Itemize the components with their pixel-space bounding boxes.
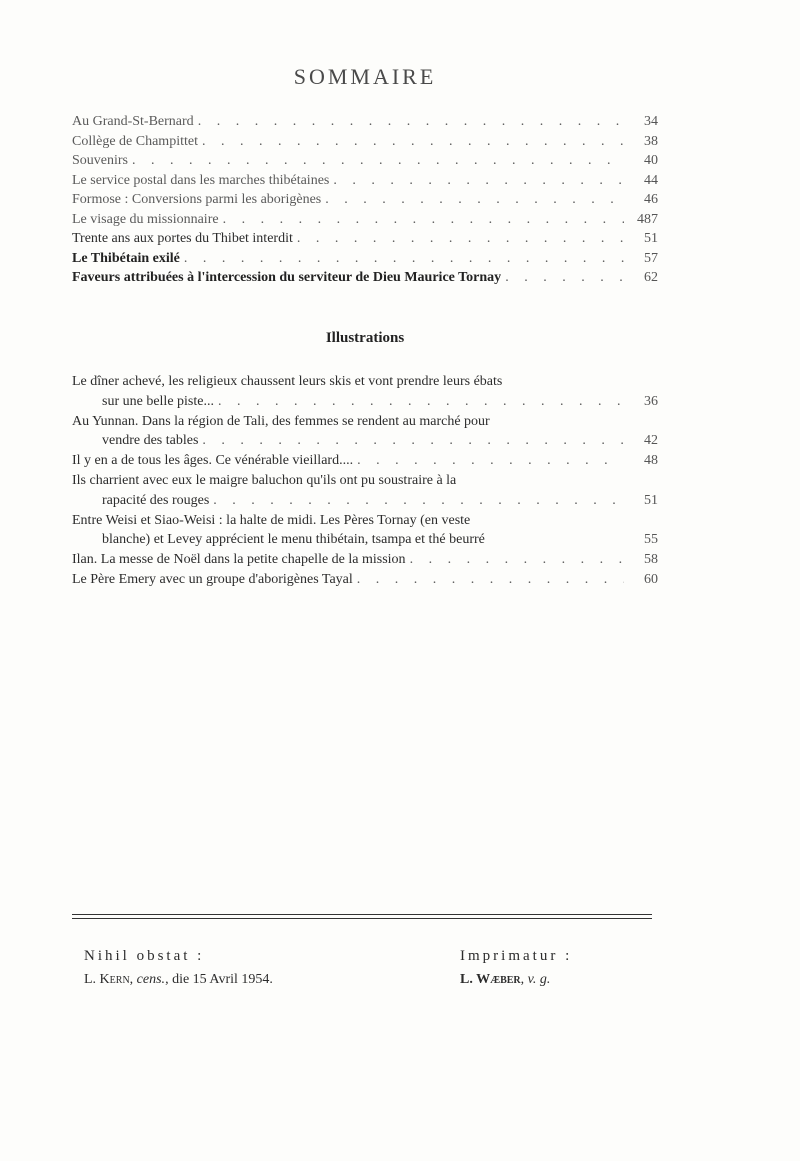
toc-entry-page: 44 xyxy=(644,172,658,188)
toc-entry-label: Formose : Conversions parmi les aborigènes xyxy=(72,192,322,207)
table-of-contents xyxy=(72,112,658,288)
illustration-caption-cont: blanche) et Levey apprécient le menu thibétain, tsampa et thé beurré xyxy=(102,532,485,548)
toc-entry xyxy=(72,112,658,132)
toc-entry xyxy=(72,229,658,249)
dot-leader xyxy=(202,431,624,451)
nihil-obstat-heading: Nihil obstat : xyxy=(84,948,205,964)
toc-entry-page: 38 xyxy=(644,133,658,149)
nihil-obstat-line xyxy=(84,968,273,992)
dot-leader xyxy=(325,190,624,210)
dot-leader xyxy=(132,151,624,171)
dot-leader xyxy=(198,112,624,132)
toc-entry-page: 487 xyxy=(637,211,658,227)
illustration-caption: Au Yunnan. Dans la région de Tali, des femmes se rendent au marché pour xyxy=(72,413,490,429)
toc-entry-label: Au Grand-St-Bernard xyxy=(72,114,194,129)
illustration-entry xyxy=(72,451,658,471)
toc-entry-label: Le Thibétain exilé xyxy=(72,250,180,266)
toc-entry xyxy=(72,171,658,191)
illustration-caption: Ils charrient avec eux le maigre baluchon qu'ils ont pu soustraire à la xyxy=(72,472,457,488)
illustration-caption: Il y en a de tous les âges. Ce vénérable vieillard.... xyxy=(72,453,354,469)
illustration-page: 51 xyxy=(644,492,658,508)
illustration-page: 48 xyxy=(644,453,658,469)
toc-entry-page: 62 xyxy=(644,270,658,285)
toc-entry-page: 34 xyxy=(644,114,658,129)
toc-entry xyxy=(72,132,658,152)
illustration-caption: Le dîner achevé, les religieux chaussent leurs skis et vont prendre leurs ébats xyxy=(72,374,503,389)
illustration-page: 55 xyxy=(644,532,658,548)
bishop-title: v. g. xyxy=(527,972,551,987)
illustration-caption-cont: sur une belle piste... xyxy=(102,393,214,409)
toc-entry xyxy=(72,151,658,171)
dot-leader xyxy=(505,268,624,288)
dot-leader xyxy=(213,491,624,511)
toc-entry-label: Le service postal dans les marches thibétaines xyxy=(72,172,330,188)
illustration-caption: Le Père Emery avec un groupe d'aborigènes Tayal xyxy=(72,571,353,587)
toc-entry-label: Collège de Champittet xyxy=(72,133,198,149)
dot-leader xyxy=(357,451,624,471)
imprimatur-block xyxy=(460,944,572,992)
toc-entry xyxy=(72,190,658,210)
illustration-page: 60 xyxy=(644,571,658,587)
toc-entry xyxy=(72,210,658,230)
nihil-obstat-block xyxy=(84,944,273,992)
dot-leader xyxy=(202,132,624,152)
censor-title: cens. xyxy=(136,972,166,987)
toc-entry-label: Le visage du missionnaire xyxy=(72,211,219,227)
toc-entry-label: Souvenirs xyxy=(72,153,128,168)
illustrations-list xyxy=(72,372,658,590)
toc-entry-page: 51 xyxy=(644,231,658,246)
censor-name: L. Kern xyxy=(84,972,130,987)
toc-entry xyxy=(72,249,658,269)
divider-rule xyxy=(72,918,652,919)
punct: , xyxy=(520,972,528,987)
toc-entry-label: Faveurs attribuées à l'intercession du serviteur de Dieu Maurice Tornay xyxy=(72,270,502,285)
toc-entry xyxy=(72,268,658,288)
dot-leader xyxy=(333,171,624,191)
illustration-caption-cont: rapacité des rouges xyxy=(102,492,210,508)
illustration-entry xyxy=(72,372,658,412)
dot-leader xyxy=(223,210,624,230)
dot-leader xyxy=(297,229,624,249)
toc-entry-page: 57 xyxy=(644,250,658,266)
dot-leader xyxy=(218,392,624,412)
dot-leader xyxy=(357,570,624,590)
illustration-entry xyxy=(72,511,658,551)
illustration-page: 36 xyxy=(644,393,658,409)
divider-rule xyxy=(72,914,652,915)
imprimatur-heading: Imprimatur : xyxy=(460,948,573,964)
page-title: SOMMAIRE xyxy=(293,64,437,89)
illustration-entry xyxy=(72,550,658,570)
illustrations-heading: Illustrations xyxy=(325,330,405,346)
dot-leader xyxy=(410,550,624,570)
illustration-page: 42 xyxy=(644,433,658,449)
illustration-caption: Ilan. La messe de Noël dans la petite chapelle de la mission xyxy=(72,552,406,568)
illustration-entry xyxy=(72,570,658,590)
punct: , xyxy=(129,972,137,987)
illustration-caption: Entre Weisi et Siao-Weisi : la halte de midi. Les Pères Tornay (en veste xyxy=(72,512,471,528)
illustration-entry xyxy=(72,471,658,511)
toc-entry-page: 46 xyxy=(644,192,658,207)
imprimatur-line xyxy=(460,968,572,992)
nihil-obstat-date: , die 15 Avril 1954. xyxy=(165,972,273,987)
toc-entry-page: 40 xyxy=(644,153,658,168)
illustration-caption-cont: vendre des tables xyxy=(102,433,199,449)
dot-leader xyxy=(184,249,624,269)
bishop-name: L. Wæber xyxy=(460,972,521,987)
illustration-entry xyxy=(72,412,658,452)
illustration-page: 58 xyxy=(644,552,658,568)
toc-entry-label: Trente ans aux portes du Thibet interdit xyxy=(72,231,293,246)
